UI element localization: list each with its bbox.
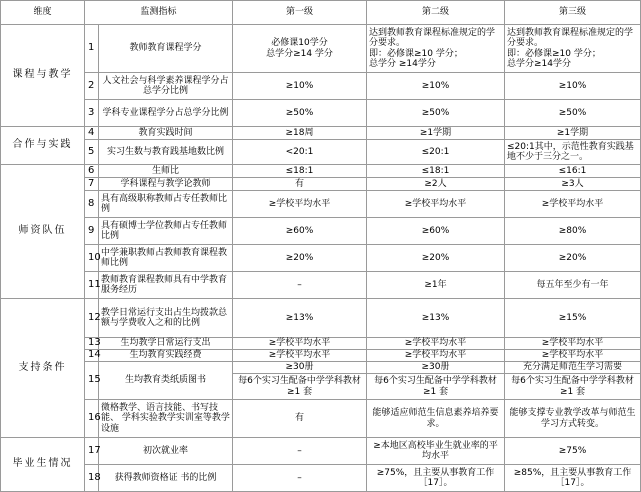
- header-level-2: 第二级: [367, 1, 505, 25]
- level-1-value: 有: [233, 400, 367, 438]
- level-2-value: ≥13%: [367, 299, 505, 338]
- row-number: 17: [85, 438, 99, 465]
- indicator-name: 初次就业率: [99, 438, 233, 465]
- indicator-name: 教学日常运行支出占生均拨款总额与学费收入之和的比例: [99, 299, 233, 338]
- table-row: [1, 191, 641, 218]
- level-3-value: ≥1学期: [505, 127, 641, 140]
- row-number: 18: [85, 465, 99, 492]
- level-1-value: ≥10%: [233, 73, 367, 100]
- level-1-value: –: [233, 272, 367, 299]
- dimension-support-conditions: 支持条件: [1, 299, 85, 438]
- level-1-value: ≥学校平均水平: [233, 350, 367, 362]
- level-3-value: ≥学校平均水平: [505, 350, 641, 362]
- level-3-value: ≤16:1: [505, 165, 641, 178]
- level-2-value: ≥1年: [367, 272, 505, 299]
- indicator-name: 人文社会与科学素养课程学分占总学分比例: [99, 73, 233, 100]
- table-row: [1, 127, 641, 140]
- indicator-name: 教师教育课程教师具有中学教育服务经历: [99, 272, 233, 299]
- indicator-name: 学科课程与教学论教师: [99, 178, 233, 191]
- level-3-value: ≥学校平均水平: [505, 191, 641, 218]
- level-1-value: ≥13%: [233, 299, 367, 338]
- row-number: 10: [85, 245, 99, 272]
- level-2-value: ≤18:1: [367, 165, 505, 178]
- level-3-value: 充分满足师范生学习需要: [505, 362, 641, 374]
- row-number: 2: [85, 73, 99, 100]
- level-3-value: ≥75%: [505, 438, 641, 465]
- row-number: 12: [85, 299, 99, 338]
- table-row: [1, 73, 641, 100]
- level-3-value: ≥3人: [505, 178, 641, 191]
- level-1-value: –: [233, 438, 367, 465]
- level-2-value: ≥20%: [367, 245, 505, 272]
- table-row: [1, 165, 641, 178]
- row-number: 1: [85, 25, 99, 73]
- table-row: [1, 272, 641, 299]
- indicator-name: 学科专业课程学分占总学分比例: [99, 100, 233, 127]
- level-1-value: ≥60%: [233, 218, 367, 245]
- level-1-value: ≤18:1: [233, 165, 367, 178]
- level-3-value: 能够支撑专业教学改革与师范生学习方式转变。: [505, 400, 641, 438]
- level-2-value: ≥学校平均水平: [367, 350, 505, 362]
- table-row: [1, 350, 641, 362]
- level-3-value: 达到教师教育课程标准规定的学分要求。 即：必修课≥10 学分； 总学分≥14学分: [505, 25, 641, 73]
- level-2-value: ≥60%: [367, 218, 505, 245]
- level-1-value: 有: [233, 178, 367, 191]
- row-number: 14: [85, 350, 99, 362]
- indicator-name: 生均教育实践经费: [99, 350, 233, 362]
- level-2-value: 达到教师教育课程标准规定的学分要求。 即：必修课≥10 学分； 总学分 ≥14学分: [367, 25, 505, 73]
- dimension-cooperation-practice: 合作与实践: [1, 127, 85, 165]
- table-row: [1, 218, 641, 245]
- table-row: [1, 245, 641, 272]
- level-3-value: ≥10%: [505, 73, 641, 100]
- row-number: 16: [85, 400, 99, 438]
- row-number: 5: [85, 140, 99, 165]
- indicator-name: 生师比: [99, 165, 233, 178]
- indicator-name: 微格教学、语言技能、书写技能、 学科实验教学实训室等教学设施: [99, 400, 233, 438]
- level-2-value: ≥10%: [367, 73, 505, 100]
- row-number: 15: [85, 362, 99, 400]
- row-number: 13: [85, 338, 99, 350]
- header-level-1: 第一级: [233, 1, 367, 25]
- table-row: [1, 338, 641, 350]
- indicator-name: 具有高级职称教师占专任教师比例: [99, 191, 233, 218]
- indicator-name: 生均教育类纸质图书: [99, 362, 233, 400]
- table-row: [1, 25, 641, 73]
- level-2-value: ≥学校平均水平: [367, 191, 505, 218]
- table-row: [1, 400, 641, 438]
- level-3-value: ≤20:1其中，示范性教育实践基地不少于三分之一。: [505, 140, 641, 165]
- row-number: 3: [85, 100, 99, 127]
- dimension-faculty: 师资队伍: [1, 165, 85, 299]
- row-number: 4: [85, 127, 99, 140]
- level-1-value: ≥20%: [233, 245, 367, 272]
- level-1-value: 必修课10学分 总学分≥14 学分: [233, 25, 367, 73]
- level-2-value: ≥50%: [367, 100, 505, 127]
- level-2-value: 每6个实习生配备中学学科教材≥1 套: [367, 374, 505, 400]
- level-3-value: ≥85%，且主要从事教育工作［17］。: [505, 465, 641, 492]
- header-dimension: 维度: [1, 1, 85, 25]
- row-number: 11: [85, 272, 99, 299]
- level-3-value: ≥20%: [505, 245, 641, 272]
- indicator-name: 中学兼职教师占教师教育课程教师比例: [99, 245, 233, 272]
- table-row: [1, 140, 641, 165]
- level-1-value: 每6个实习生配备中学学科教材≥1 套: [233, 374, 367, 400]
- level-2-value: ≥30册: [367, 362, 505, 374]
- row-number: 8: [85, 191, 99, 218]
- level-2-value: ≥2人: [367, 178, 505, 191]
- dimension-course-teaching: 课程与教学: [1, 25, 85, 127]
- level-3-value: 每6个实习生配备中学学科教材≥1 套: [505, 374, 641, 400]
- level-3-value: ≥50%: [505, 100, 641, 127]
- level-3-value: 每五年至少有一年: [505, 272, 641, 299]
- level-1-value: ≥18周: [233, 127, 367, 140]
- level-1-value: –: [233, 465, 367, 492]
- indicator-name: 实习生数与教育践基地数比例: [99, 140, 233, 165]
- dimension-graduates: 毕业生情况: [1, 438, 85, 492]
- indicator-name: 具有硕博士学位教师占专任教师比例: [99, 218, 233, 245]
- table-row: [1, 362, 641, 374]
- indicator-name: 生均教学日常运行支出: [99, 338, 233, 350]
- row-number: 9: [85, 218, 99, 245]
- table-row: [1, 299, 641, 338]
- table-row: [1, 465, 641, 492]
- level-2-value: ≥本地区高校毕业生就业率的平均水平: [367, 438, 505, 465]
- row-number: 7: [85, 178, 99, 191]
- level-2-value: ≥学校平均水平: [367, 338, 505, 350]
- level-2-value: ≤20:1: [367, 140, 505, 165]
- row-number: 6: [85, 165, 99, 178]
- level-3-value: ≥学校平均水平: [505, 338, 641, 350]
- indicator-name: 教育实践时间: [99, 127, 233, 140]
- level-3-value: ≥15%: [505, 299, 641, 338]
- level-2-value: ≥1学期: [367, 127, 505, 140]
- indicator-name: 获得教师资格证 书的比例: [99, 465, 233, 492]
- level-1-value: ≥30册: [233, 362, 367, 374]
- table-row: [1, 100, 641, 127]
- level-1-value: ≥50%: [233, 100, 367, 127]
- level-1-value: <20:1: [233, 140, 367, 165]
- level-2-value: ≥75%，且主要从事教育工作［17］。: [367, 465, 505, 492]
- header-level-3: 第三级: [505, 1, 641, 25]
- header-row: [1, 1, 641, 25]
- table-row: [1, 438, 641, 465]
- table-row: [1, 178, 641, 191]
- level-1-value: ≥学校平均水平: [233, 191, 367, 218]
- level-2-value: 能够适应师范生信息素养培养要求。: [367, 400, 505, 438]
- level-3-value: ≥80%: [505, 218, 641, 245]
- indicator-name: 教师教育课程学分: [99, 25, 233, 73]
- header-indicator: 监测指标: [85, 1, 233, 25]
- level-1-value: ≥学校平均水平: [233, 338, 367, 350]
